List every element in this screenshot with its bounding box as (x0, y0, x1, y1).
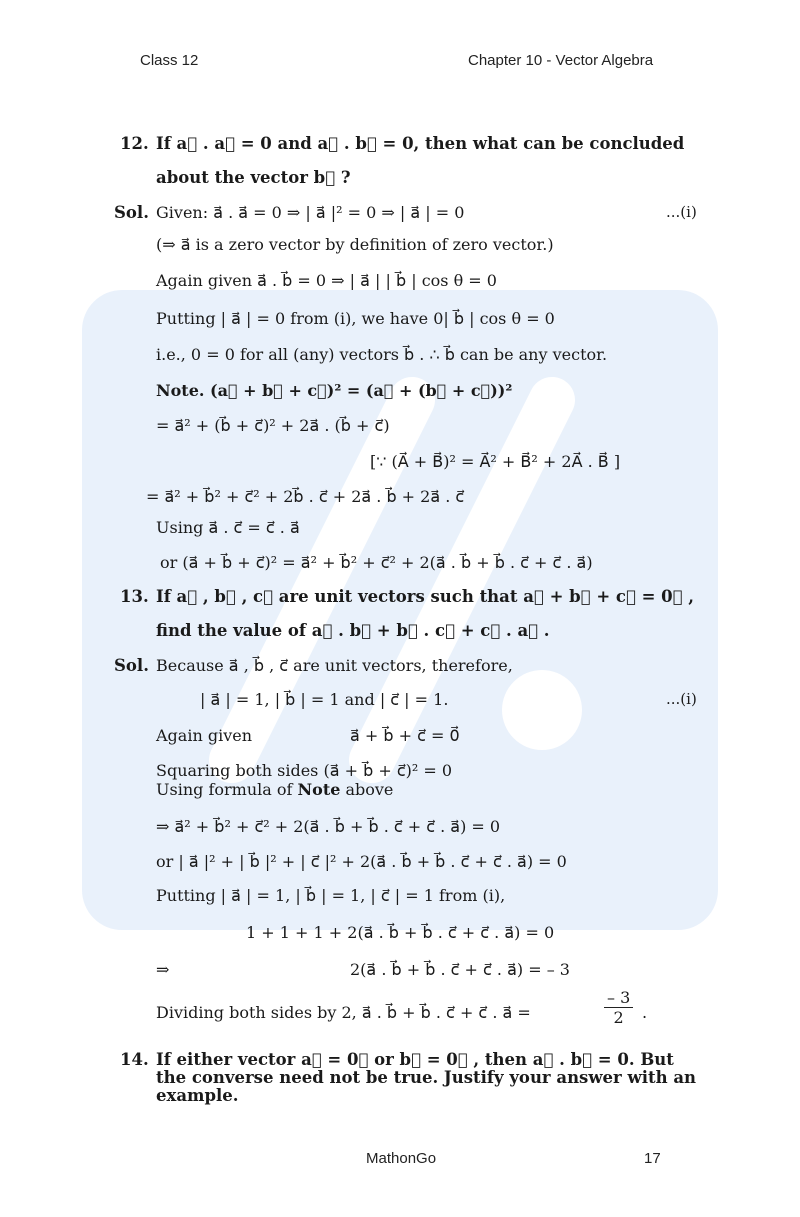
question-text: the converse need not be true. Justify your answer with an (156, 1068, 697, 1087)
solution-line: Dividing both sides by 2, a⃗ . b⃗ + b⃗ . c⃗ + c⃗ . a⃗ = (156, 1003, 531, 1022)
solution-line: Squaring both sides (a⃗ + b⃗ + c⃗)² = 0 (156, 761, 453, 780)
solution-line: i.e., 0 = 0 for all (any) vectors b⃗ . ∴ b⃗ can be any vector. (156, 345, 608, 364)
question-number: 12. (120, 134, 149, 153)
solution-line: Putting | a⃗ | = 1, | b⃗ | = 1, | c⃗ | = 1 from (i), (156, 886, 506, 905)
solution-line: Because a⃗ , b⃗ , c⃗ are unit vectors, therefore, (156, 656, 513, 675)
solution-line: [∵ (A⃗ + B⃗)² = A⃗² + B⃗² + 2A⃗ . B⃗ ] (370, 452, 621, 471)
solution-line: a⃗ + b⃗ + c⃗ = 0⃗ (350, 726, 460, 745)
question-text: If either vector a⃗ = 0⃗ or b⃗ = 0⃗ , then a⃗ . b⃗ = 0. But (156, 1050, 674, 1069)
solution-line: ⇒ (156, 960, 170, 979)
solution-line: 2(a⃗ . b⃗ + b⃗ . c⃗ + c⃗ . a⃗) = – 3 (350, 960, 570, 979)
question-text: about the vector b⃗ ? (156, 168, 351, 187)
question-number: 13. (120, 587, 149, 606)
equation-tag: ...(i) (666, 203, 697, 221)
header-class: Class 12 (140, 52, 199, 69)
header-chapter: Chapter 10 - Vector Algebra (468, 52, 654, 69)
solution-label: Sol. (114, 656, 149, 675)
solution-line (156, 780, 393, 800)
question-text: example. (156, 1086, 239, 1105)
solution-line: = a⃗² + b⃗² + c⃗² + 2b⃗ . c⃗ + 2a⃗ . b⃗ + 2a⃗ . c⃗ (146, 487, 465, 506)
footer-brand: MathonGo (366, 1150, 437, 1167)
solution-line: or | a⃗ |² + | b⃗ |² + | c⃗ |² + 2(a⃗ . b⃗ + b⃗ . c⃗ + c⃗ . a⃗) = 0 (156, 852, 567, 871)
solution-line: (⇒ a⃗ is a zero vector by definition of zero vector.) (156, 235, 554, 254)
solution-line: Given: a⃗ . a⃗ = 0 ⇒ | a⃗ |² = 0 ⇒ | a⃗ | = 0 (156, 203, 465, 222)
solution-line: ⇒ a⃗² + b⃗² + c⃗² + 2(a⃗ . b⃗ + b⃗ . c⃗ + c⃗ . a⃗) = 0 (156, 817, 501, 836)
solution-line: Putting | a⃗ | = 0 from (i), we have 0| b⃗ | cos θ = 0 (156, 309, 555, 328)
fraction-denominator: 2 (613, 1008, 624, 1027)
equation-tag: ...(i) (666, 690, 697, 708)
solution-line: or (a⃗ + b⃗ + c⃗)² = a⃗² + b⃗² + c⃗² + 2(a⃗ . b⃗ + b⃗ . c⃗ + c⃗ . a⃗) (160, 553, 593, 572)
note-ref: Note (297, 780, 341, 799)
note-line: Note. (a⃗ + b⃗ + c⃗)² = (a⃗ + (b⃗ + c⃗))² (156, 381, 513, 400)
fraction-period: . (642, 1003, 648, 1022)
formula-ref-text: above (340, 780, 394, 799)
question-text: If a⃗ . a⃗ = 0 and a⃗ . b⃗ = 0, then what can be concluded (156, 134, 685, 153)
question-text: If a⃗ , b⃗ , c⃗ are unit vectors such that a⃗ + b⃗ + c⃗ = 0⃗ , (156, 587, 695, 606)
solution-line: Again given a⃗ . b⃗ = 0 ⇒ | a⃗ | | b⃗ | cos θ = 0 (156, 271, 497, 290)
page-number: 17 (644, 1150, 661, 1167)
question-text: find the value of a⃗ . b⃗ + b⃗ . c⃗ + c⃗ . a⃗ . (156, 621, 550, 640)
fraction-numerator: – 3 (604, 988, 633, 1008)
solution-line: | a⃗ | = 1, | b⃗ | = 1 and | c⃗ | = 1. (200, 690, 449, 709)
question-number: 14. (120, 1050, 149, 1069)
solution-line: Using a⃗ . c⃗ = c⃗ . a⃗ (156, 518, 300, 537)
solution-line: 1 + 1 + 1 + 2(a⃗ . b⃗ + b⃗ . c⃗ + c⃗ . a⃗) = 0 (246, 923, 555, 942)
fraction (604, 988, 633, 1027)
solution-line: Again given (156, 726, 253, 745)
formula-ref-text: Using formula of (156, 780, 298, 799)
solution-line: = a⃗² + (b⃗ + c⃗)² + 2a⃗ . (b⃗ + c⃗) (156, 416, 390, 435)
solution-label: Sol. (114, 203, 149, 222)
